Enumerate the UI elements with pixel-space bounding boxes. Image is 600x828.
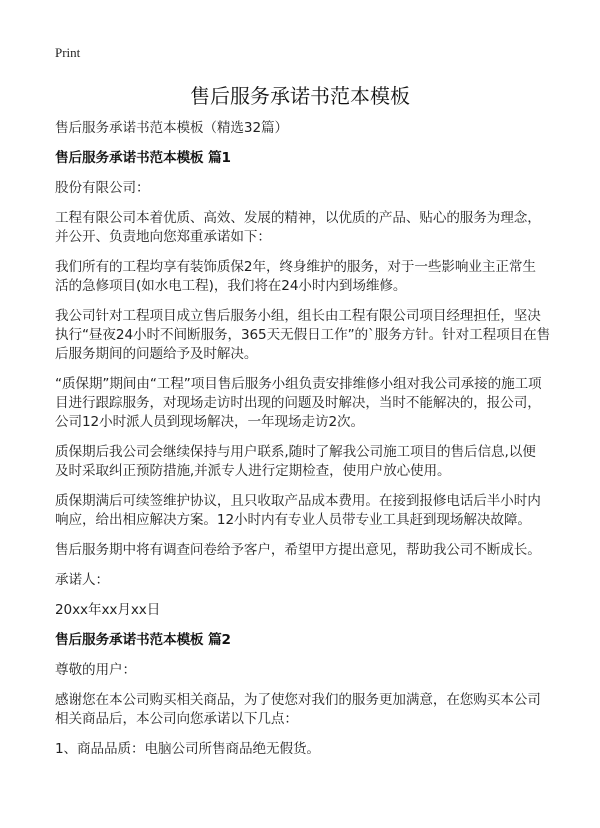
document-title: 售后服务承诺书范本模板 (190, 84, 410, 108)
paragraph: 股份有限公司： (55, 180, 150, 196)
paragraph: “质保期”期间由“工程”项目售后服务小组负责安排维修小组对我公司承接的施工项 目进行跟踪服务，对现场走访时出现的问题及时解决，当时不能解决的，报公司， 公司12小时派人员到现场解决，一年现场走访2次。 (55, 376, 542, 430)
paragraph: 感谢您在本公司购买相关商品，为了使您对我们的服务更加满意，在您购买本公司 相关商品后，本公司向您承诺以下几点： (55, 692, 541, 727)
paragraph: 质保期满后可续签维护协议，且只收取产品成本费用。在接到报修电话后半小时内 响应，给出相应解决方案。12小时内有专业人员带专业工具赶到现场解决故障。 (55, 493, 541, 528)
section-heading: 售后服务承诺书范本模板 篇2 (55, 632, 231, 648)
paragraph: 售后服务承诺书范本模板（精选32篇） (55, 120, 288, 136)
paragraph: 工程有限公司本着优质、高效、发展的精神，以优质的产品、贴心的服务为理念， 并公开、负责地向您郑重承诺如下： (55, 210, 541, 245)
paragraph: 售后服务期中将有调查问卷给予客户，希望甲方提出意见，帮助我公司不断成长。 (55, 542, 541, 558)
paragraph: 承诺人： (55, 572, 109, 588)
paragraph: 20xx年xx月xx日 (55, 602, 161, 618)
document-body (55, 119, 600, 770)
paragraph: 我们所有的工程均享有装饰质保2年，终身维护的服务，对于一些影响业主正常生 活的急修项目(如水电工程)，我们将在24小时内到场维修。 (55, 259, 536, 294)
paragraph: 质保期后我公司会继续保持与用户联系,随时了解我公司施工项目的售后信息,以便 及时采取纠正预防措施,并派专人进行定期检查，使用户放心使用。 (55, 444, 536, 479)
print-link[interactable]: Print (55, 45, 81, 60)
paragraph: 我公司针对工程项目成立售后服务小组，组长由工程有限公司项目经理担任，坚决 执行“昼夜24小时不间断服务，365天无假日工作”的`服务方针。针对工程项目在售 后服务期间的问题给予及时解决。 (55, 308, 551, 362)
paragraph: 1、商品品质：电脑公司所售商品绝无假货。 (55, 741, 320, 757)
section-heading: 售后服务承诺书范本模板 篇1 (55, 150, 231, 166)
paragraph: 尊敬的用户： (55, 662, 136, 678)
